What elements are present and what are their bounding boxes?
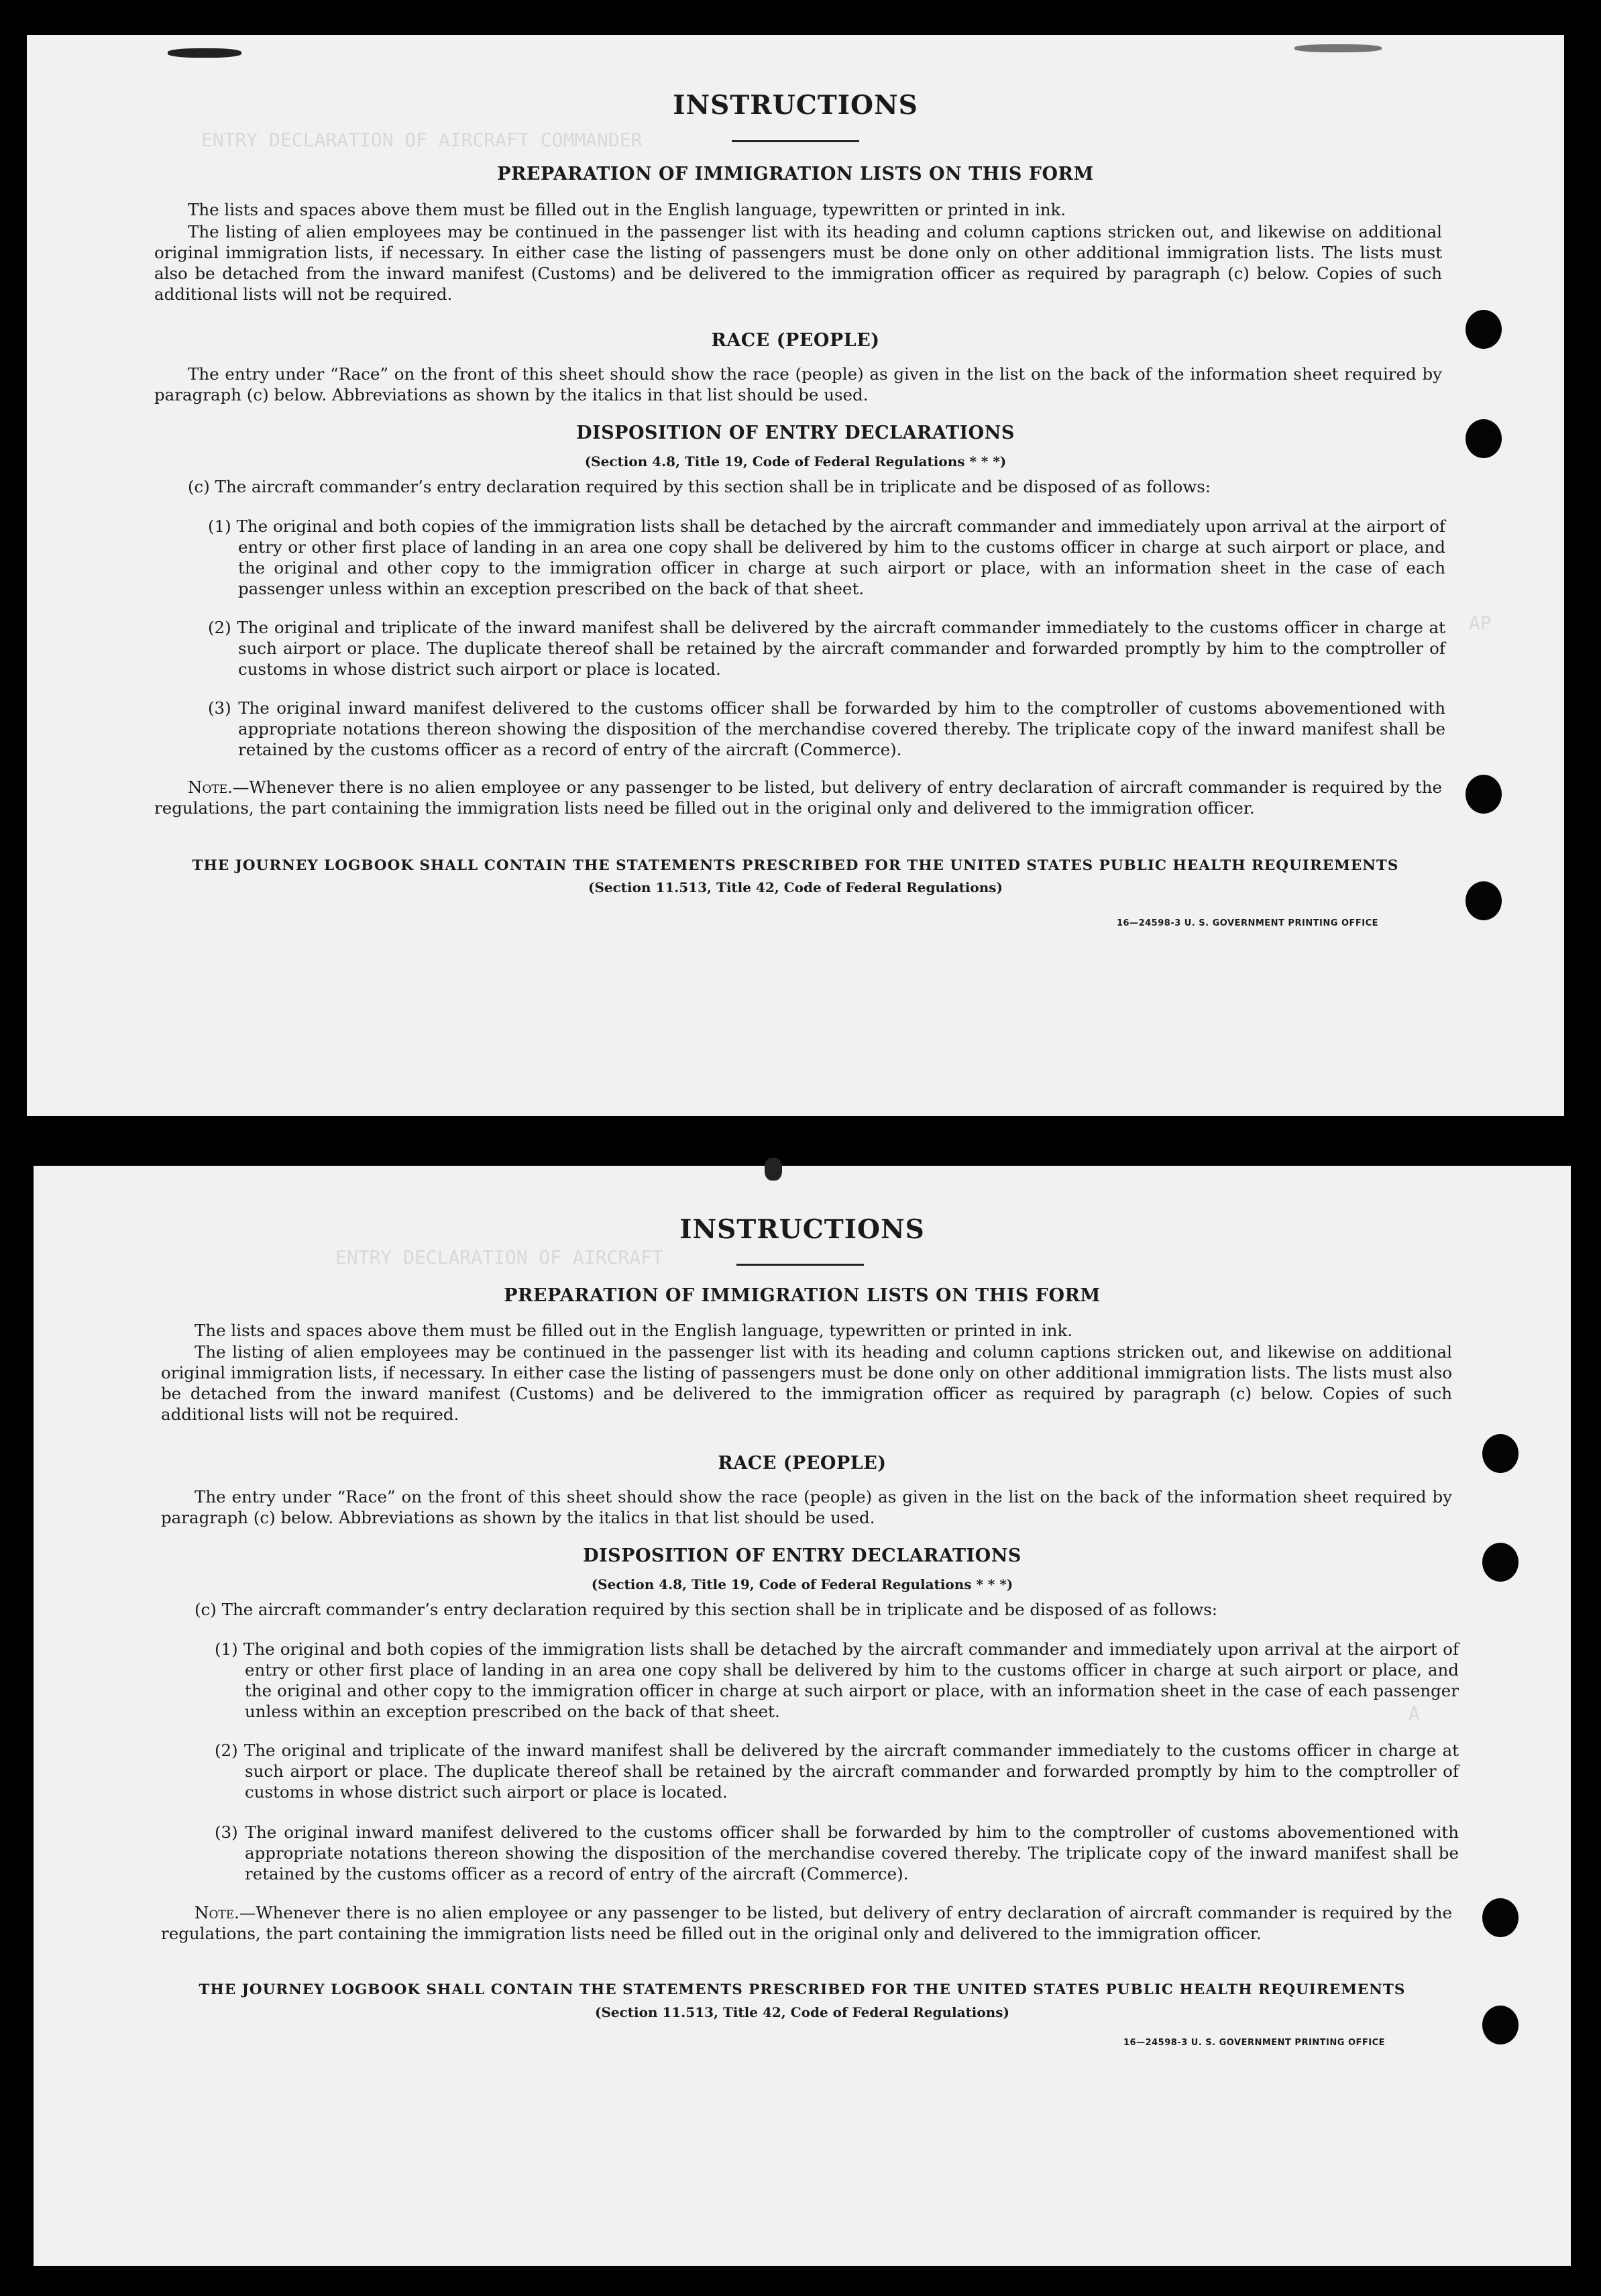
bleed-through-mark: A	[1409, 1702, 1420, 1725]
disposition-reference: (Section 4.8, Title 19, Code of Federal Regulations * * *)	[591, 1576, 1013, 1592]
disposition-item-3: (3) The original inward manifest delivered to the customs officer shall be forwarded by him to the comptroller of customs abovementioned with appropriate notations thereon showing the disposition of the merchandise covered thereby. The triplicate copy of the inward manifest shall be retained by the customs officer as a record of entry of the aircraft (Commerce).	[208, 698, 1445, 759]
printer-imprint: 16—24598-3 U. S. GOVERNMENT PRINTING OFFICE	[1117, 918, 1379, 928]
bleed-through-text: ENTRY DECLARATION OF AIRCRAFT	[335, 1246, 663, 1268]
punch-hole	[1466, 419, 1502, 458]
punch-hole	[1482, 1434, 1519, 1473]
logbook-reference: (Section 11.513, Title 42, Code of Federal Regulations)	[588, 879, 1003, 895]
instructions-title: INSTRUCTIONS	[673, 90, 918, 121]
paper-tear	[168, 48, 241, 58]
instruction-sheet-bottom	[34, 1166, 1571, 2266]
note-label: Note.	[188, 777, 233, 797]
punch-hole	[1482, 1898, 1519, 1937]
disposition-item-2: (2) The original and triplicate of the inward manifest shall be delivered by the aircraft commander immediately to the customs officer in charge at such airport or place. The duplicate thereof shall be retained by the aircraft commander and forwarded promptly by him to the comptroller of customs in whose district such airport or place is located.	[215, 1741, 1459, 1802]
race-heading: RACE (PEOPLE)	[711, 330, 880, 351]
title-rule	[736, 1264, 864, 1266]
note-label: Note.	[195, 1903, 239, 1922]
race-paragraph: The entry under “Race” on the front of this sheet should show the race (people) as given in the list on the back of the information sheet required by paragraph (c) below. Abbreviations as shown by the italics in that list should be used.	[154, 364, 1442, 404]
instructions-title: INSTRUCTIONS	[679, 1214, 925, 1245]
disposition-intro: (c) The aircraft commander’s entry declaration required by this section shall be in triplicate and be disposed of as follows:	[195, 1600, 1218, 1619]
disposition-item-1: (1) The original and both copies of the immigration lists shall be detached by the aircraft commander and immediately upon arrival at the airport of entry or other first place of landing in an area one copy shall be delivered by him to the customs officer in charge at such airport or place, and the original and other copy to the immigration officer in charge at such airport or place, with an information sheet in the case of each passenger unless within an exception prescribed on the back of that sheet.	[208, 516, 1445, 598]
prep-paragraph-2: The listing of alien employees may be continued in the passenger list with its heading and column captions stricken out, and likewise on additional original immigration lists, if necessary. In either case the listing of passengers must be done only on other additional immigration lists. The lists must also be detached from the inward manifest (Customs) and be delivered to the immigration officer as required by paragraph (c) below. Copies of such additional lists will not be required.	[161, 1342, 1452, 1424]
printer-imprint: 16—24598-3 U. S. GOVERNMENT PRINTING OFFICE	[1123, 2038, 1386, 2048]
prep-paragraph-1: The lists and spaces above them must be filled out in the English language, typewritten or printed in ink.	[188, 200, 1066, 219]
punch-hole	[1466, 310, 1502, 349]
punch-hole	[1466, 881, 1502, 920]
title-rule	[732, 140, 859, 142]
instruction-sheet-top	[27, 35, 1564, 1116]
note-paragraph	[154, 777, 1442, 818]
prep-paragraph-2: The listing of alien employees may be continued in the passenger list with its heading and column captions stricken out, and likewise on additional original immigration lists, if necessary. In either case the listing of passengers must be done only on other additional immigration lists. The lists must also be detached from the inward manifest (Customs) and be delivered to the immigration officer as required by paragraph (c) below. Copies of such additional lists will not be required.	[154, 222, 1442, 304]
note-paragraph	[161, 1902, 1452, 1944]
logbook-reference: (Section 11.513, Title 42, Code of Federal Regulations)	[594, 2004, 1010, 2020]
disposition-item-2: (2) The original and triplicate of the inward manifest shall be delivered by the aircraft commander immediately to the customs officer in charge at such airport or place. The duplicate thereof shall be retained by the aircraft commander and forwarded promptly by him to the comptroller of customs in whose district such airport or place is located.	[208, 618, 1445, 679]
disposition-heading: DISPOSITION OF ENTRY DECLARATIONS	[576, 423, 1015, 443]
punch-hole	[1466, 775, 1502, 814]
prep-heading: PREPARATION OF IMMIGRATION LISTS ON THIS FORM	[504, 1285, 1101, 1306]
prep-heading: PREPARATION OF IMMIGRATION LISTS ON THIS FORM	[497, 164, 1094, 184]
paper-tear	[765, 1158, 782, 1181]
race-heading: RACE (PEOPLE)	[718, 1453, 887, 1474]
bleed-through-text: ENTRY DECLARATION OF AIRCRAFT COMMANDER	[201, 129, 643, 151]
disposition-item-1: (1) The original and both copies of the immigration lists shall be detached by the aircraft commander and immediately upon arrival at the airport of entry or other first place of landing in an area one copy shall be delivered by him to the customs officer in charge at such airport or place, and the original and other copy to the immigration officer in charge at such airport or place, with an information sheet in the case of each passenger unless within an exception prescribed on the back of that sheet.	[215, 1639, 1459, 1721]
paper-tear	[1294, 44, 1382, 52]
logbook-statement: THE JOURNEY LOGBOOK SHALL CONTAIN THE STATEMENTS PRESCRIBED FOR THE UNITED STATES PUBLIC HEALTH REQUIREMENTS	[192, 857, 1399, 874]
disposition-item-3: (3) The original inward manifest delivered to the customs officer shall be forwarded by him to the comptroller of customs abovementioned with appropriate notations thereon showing the disposition of the merchandise covered thereby. The triplicate copy of the inward manifest shall be retained by the customs officer as a record of entry of the aircraft (Commerce).	[215, 1822, 1459, 1883]
bleed-through-mark: AP	[1469, 612, 1492, 634]
disposition-intro: (c) The aircraft commander’s entry declaration required by this section shall be in triplicate and be disposed of as follows:	[188, 477, 1211, 496]
disposition-reference: (Section 4.8, Title 19, Code of Federal Regulations * * *)	[584, 453, 1007, 470]
prep-paragraph-1: The lists and spaces above them must be filled out in the English language, typewritten or printed in ink.	[195, 1321, 1073, 1340]
note-text: —Whenever there is no alien employee or any passenger to be listed, but delivery of entry declaration of aircraft commander is required by the regulations, the part containing the immigration lists need be filled out in the original only and delivered to the immigration officer.	[154, 777, 1442, 818]
disposition-heading: DISPOSITION OF ENTRY DECLARATIONS	[583, 1545, 1022, 1566]
punch-hole	[1482, 2006, 1519, 2044]
note-text: —Whenever there is no alien employee or any passenger to be listed, but delivery of entry declaration of aircraft commander is required by the regulations, the part containing the immigration lists need be filled out in the original only and delivered to the immigration officer.	[161, 1903, 1452, 1943]
punch-hole	[1482, 1543, 1519, 1582]
race-paragraph: The entry under “Race” on the front of this sheet should show the race (people) as given in the list on the back of the information sheet required by paragraph (c) below. Abbreviations as shown by the italics in that list should be used.	[161, 1487, 1452, 1527]
logbook-statement: THE JOURNEY LOGBOOK SHALL CONTAIN THE STATEMENTS PRESCRIBED FOR THE UNITED STATES PUBLIC HEALTH REQUIREMENTS	[199, 1981, 1406, 1998]
